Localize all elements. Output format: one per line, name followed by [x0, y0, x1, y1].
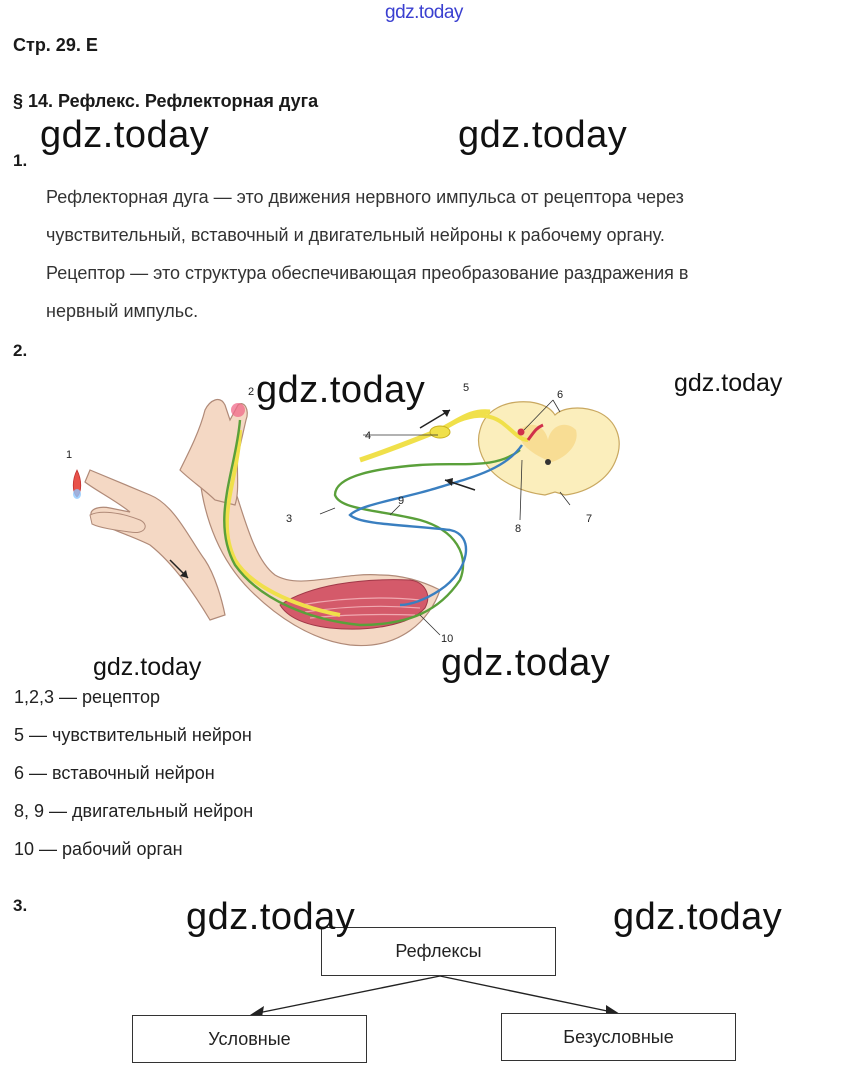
watermark: gdz.today	[93, 653, 202, 681]
reflex-arc-figure	[0, 370, 856, 670]
question-1-number: 1.	[13, 151, 28, 170]
figure-label: 6	[557, 389, 564, 401]
fingertip-stimulus	[231, 403, 245, 417]
diagram-child-box-conditioned	[132, 1015, 367, 1063]
diagram-child-label: Безусловные	[563, 1026, 674, 1047]
figure-label: 5	[463, 382, 470, 394]
central-canal	[545, 459, 551, 465]
sensory-root	[360, 412, 490, 460]
q1-text-line: Рецептор — это структура обеспечивающая преобразование раздражения в	[46, 263, 689, 283]
arrow-to-unconditioned	[440, 976, 612, 1012]
watermark: gdz.today	[256, 369, 426, 411]
question-2-number: 2.	[13, 341, 28, 360]
figure-label: 8	[515, 523, 522, 535]
answer-line: 6 — вставочный нейрон	[14, 763, 215, 783]
interneuron-body	[518, 429, 525, 436]
answer-line: 10 — рабочий орган	[14, 839, 183, 859]
diagram-root-box	[321, 927, 556, 976]
figure-label: 4	[365, 430, 372, 442]
arrow-to-conditioned	[258, 976, 440, 1013]
question-3-number: 3.	[13, 896, 28, 915]
figure-label: 7	[586, 513, 593, 525]
sensory-ganglion	[430, 426, 450, 438]
watermark: gdz.today	[441, 642, 611, 684]
watermark: gdz.today	[458, 114, 628, 156]
watermark: gdz.today	[40, 114, 210, 156]
diagram-root-label: Рефлексы	[395, 941, 482, 961]
diagram-child-label: Условные	[208, 1028, 291, 1049]
answer-line: 5 — чувствительный нейрон	[14, 725, 252, 745]
section-title: § 14. Рефлекс. Рефлекторная дуга	[13, 91, 319, 111]
watermark: gdz.today	[186, 896, 356, 938]
figure-label: 9	[398, 495, 405, 507]
watermark: gdz.today	[674, 369, 783, 397]
page-reference: Стр. 29. Е	[13, 35, 98, 55]
answer-line: 1,2,3 — рецептор	[14, 687, 160, 707]
watermark: gdz.today	[613, 896, 783, 938]
figure-label: 10	[441, 633, 454, 645]
q1-text-line: чувствительный, вставочный и двигательный нейроны к рабочему органу.	[46, 225, 665, 245]
figure-label: 1	[66, 449, 73, 461]
diagram-child-box-unconditioned	[501, 1013, 736, 1061]
figure-label: 2	[248, 386, 255, 398]
flame-glow	[73, 489, 81, 499]
q1-text-line: Рефлекторная дуга — это движения нервного импульса от рецептора через	[46, 187, 684, 207]
answer-line: 8, 9 — двигательный нейрон	[14, 801, 254, 821]
top-watermark: gdz.today	[385, 2, 463, 23]
q1-text-line: нервный импульс.	[46, 301, 199, 321]
figure-label: 3	[286, 513, 293, 525]
